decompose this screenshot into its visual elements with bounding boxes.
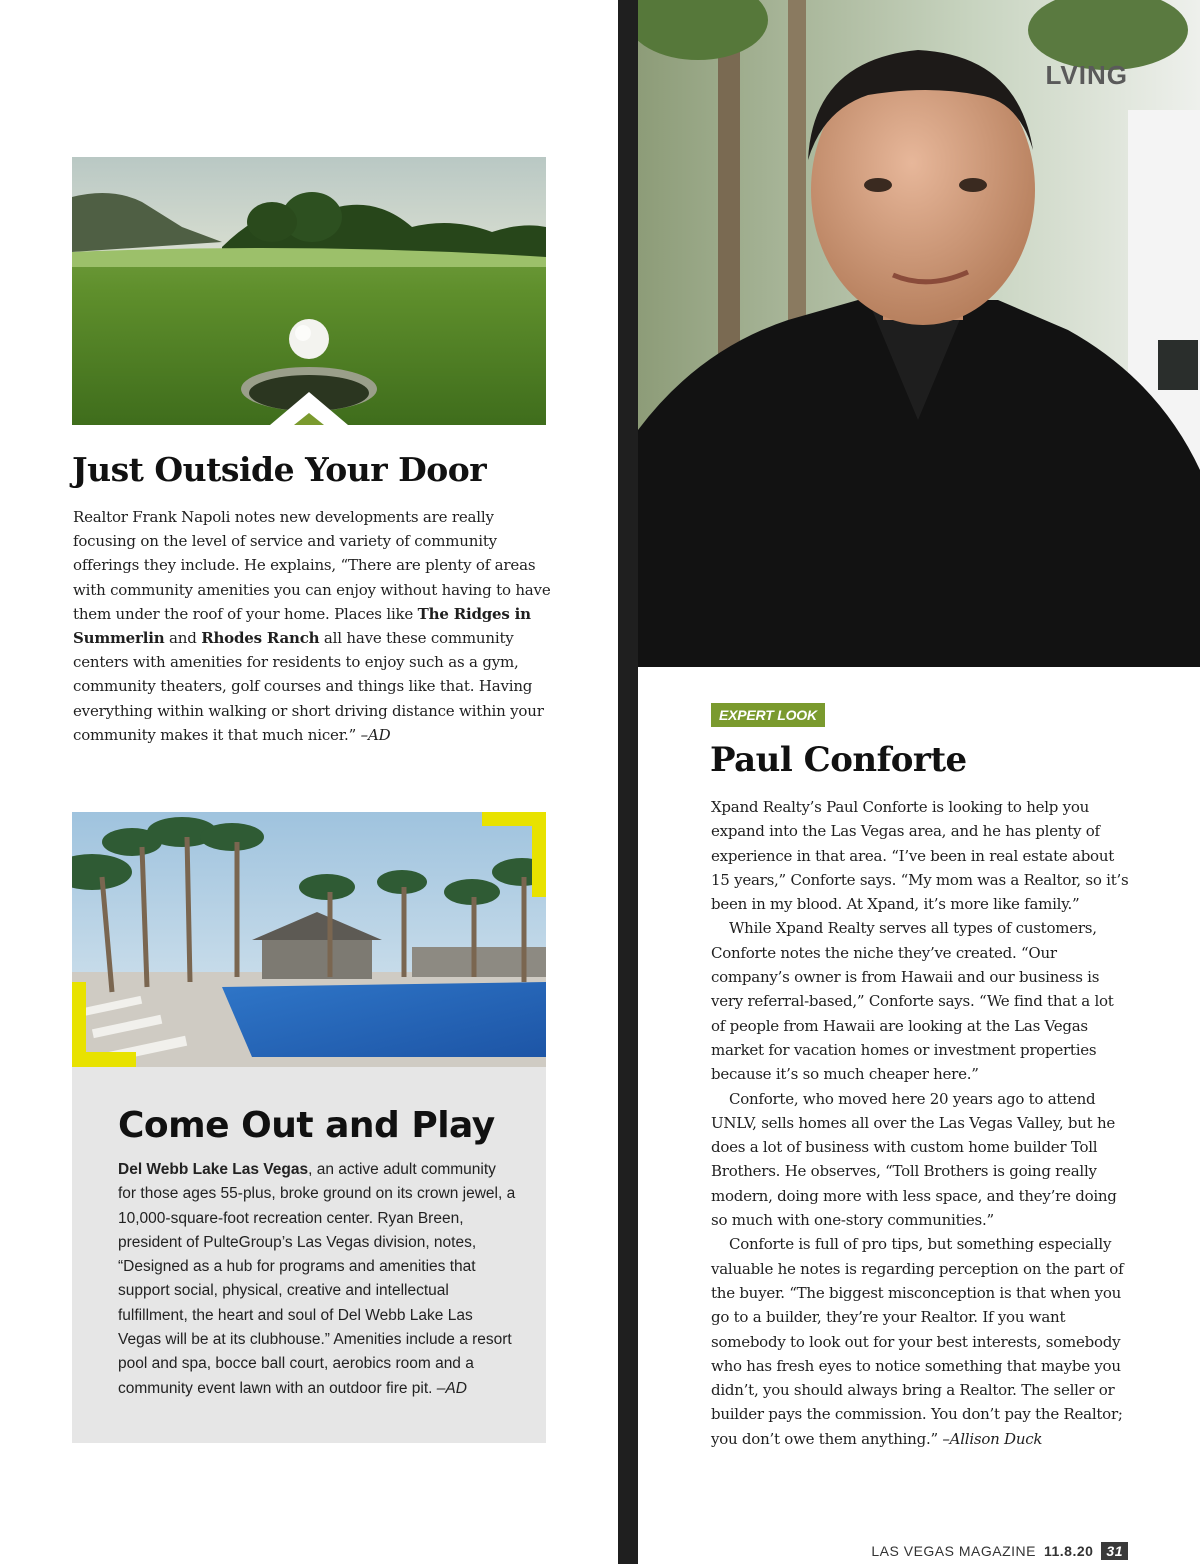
- text-run: Xpand Realty’s Paul Conforte is looking to help you expand into the Las Vegas area, and he has plenty of experience in that area. “I’ve been in real estate about 15 years,” Conforte says. “My mom was a Realtor, so it’s been in my blood. At Xpand, it’s more like family.”: [711, 798, 1129, 914]
- text-run: and: [164, 629, 202, 648]
- article-title-conforte: Paul Conforte: [710, 740, 967, 780]
- section-label: LVING: [1045, 60, 1128, 90]
- text-run: Rhodes Ranch: [201, 629, 320, 648]
- article-body-outside: [73, 505, 551, 747]
- page-footer: [871, 1542, 1128, 1560]
- column-divider: [618, 0, 638, 1564]
- text-run: Del Webb Lake Las Vegas: [118, 1161, 309, 1178]
- resort-pool-photo: [72, 812, 546, 1067]
- text-run: The Ridges in Summerlin: [73, 604, 531, 648]
- paragraph: [711, 916, 1131, 1086]
- text-run: , an active adult community for those ages 55-plus, broke ground on its crown jewel, a 10,000-square-foot recreation center. Ryan Breen, president of PulteGroup’s Las Vegas division, notes, “Designed as a hub for programs and amenities that support social, physical, creative and intellectual fulfillment, the heart and soul of Del Webb Lake Las Vegas will be at its clubhouse.” Amenities include a resort pool and spa, bocce ball court, aerobics room and a community event lawn with an outdoor fire pit.: [118, 1161, 516, 1397]
- text-run: –AD: [360, 725, 391, 744]
- golf-course-photo: [72, 157, 546, 425]
- article-body-play: [118, 1158, 518, 1401]
- article-title-play: Come Out and Play: [118, 1105, 495, 1146]
- paragraph: [711, 1087, 1131, 1233]
- paul-conforte-portrait: [638, 0, 1200, 667]
- paragraph: [711, 795, 1131, 916]
- page-number: 31: [1101, 1542, 1128, 1560]
- article-body-conforte: [711, 795, 1131, 1451]
- text-run: –AD: [436, 1379, 467, 1397]
- paragraph: [711, 1232, 1131, 1451]
- text-run: –Allison Duck: [942, 1429, 1043, 1448]
- magazine-name: LAS VEGAS MAGAZINE: [871, 1543, 1036, 1559]
- expert-look-tag: EXPERT LOOK: [711, 703, 825, 727]
- text-run: Conforte, who moved here 20 years ago to attend UNLV, sells homes all over the Las Vegas Valley, but he does a lot of business with custom home builder Toll Brothers. He observes, “Toll Brothers is going really modern, doing more with less space, and they’re doing so much with one-story communities.”: [711, 1089, 1117, 1230]
- article-title-outside: Just Outside Your Door: [72, 450, 487, 489]
- text-run: Realtor Frank Napoli notes new developments are really focusing on the level of service and variety of community offerings they include. He explains, “There are plenty of areas with community amenities you can enjoy without having to have them under the roof of your home. Places like: [73, 508, 551, 623]
- text-run: all have these community centers with amenities for residents to enjoy such as a gym, community theaters, golf courses and things like that. Having everything within walking or short driving distance within your community makes it that much nicer.”: [73, 629, 544, 744]
- text-run: While Xpand Realty serves all types of customers, Conforte notes the niche they’ve created. “Our company’s owner is from Hawaii and our business is very referral-based,” Conforte says. “We find that a lot of people from Hawaii are looking at the Las Vegas market for vacation homes or investment properties because it’s so much cheaper here.”: [711, 919, 1114, 1084]
- text-run: Conforte is full of pro tips, but something especially valuable he notes is regarding perception on the part of the buyer. “The biggest misconception is that when you go to a builder, they’re your Realtor. If you want somebody to look out for your best interests, somebody who has fresh eyes to notice something that maybe you didn’t, you should always bring a Realtor. The seller or builder pays the commission. You don’t pay the Realtor; you don’t owe them anything.”: [711, 1235, 1124, 1448]
- issue-date: 11.8.20: [1043, 1543, 1094, 1559]
